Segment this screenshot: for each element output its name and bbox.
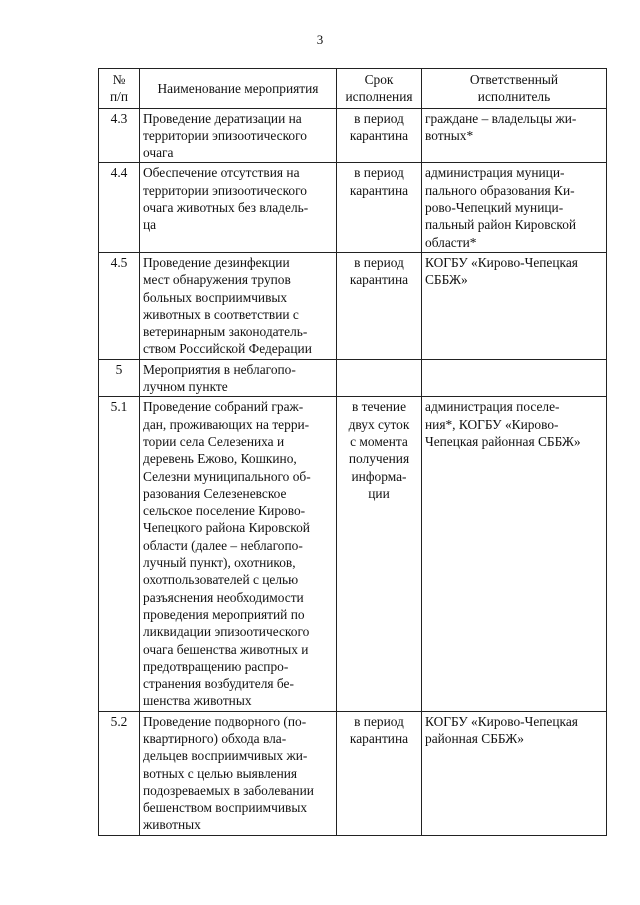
row-number: 4.3 <box>99 108 140 163</box>
row-activity-name: Проведение собраний граж- дан, проживающих на терри- тории села Селезениха и деревень Ежово, Кошкино, Селезни муниципального об- разования Селезеневское сельское поселение Кирово- Чепецкого района Кировской области (далее – неблагопо- лучный пункт), охотников, охотпользователей с целью разъяснения необходимости проведения мероприятий по ликвидации эпизоотического очага бешенства животных и предотвращению распро- странения возбудителя бе- шенства животных <box>140 397 337 711</box>
row-deadline: в период карантина <box>337 108 422 163</box>
header-number: № п/п <box>99 69 140 109</box>
row-number: 5.2 <box>99 711 140 835</box>
activities-table <box>98 68 607 836</box>
row-responsible: администрация муници- пального образования Ки- рово-Чепецкий муници- пальный район Кировской области* <box>422 163 607 252</box>
row-responsible: КОГБУ «Кирово-Чепецкая СББЖ» <box>422 252 607 359</box>
row-activity-name: Проведение дератизации на территории эпизоотического очага <box>140 108 337 163</box>
row-number: 4.5 <box>99 252 140 359</box>
row-activity-name: Мероприятия в неблагопо- лучном пункте <box>140 359 337 397</box>
table-row <box>99 397 607 711</box>
header-responsible: Ответственный исполнитель <box>422 69 607 109</box>
table-row <box>99 108 607 163</box>
table-row <box>99 711 607 835</box>
row-activity-name: Проведение дезинфекции мест обнаружения трупов больных восприимчивых животных в соответствии с ветеринарным законодатель- ством Российской Федерации <box>140 252 337 359</box>
row-number: 4.4 <box>99 163 140 252</box>
row-responsible <box>422 359 607 397</box>
table-row <box>99 163 607 252</box>
row-deadline: в период карантина <box>337 163 422 252</box>
table-header-row <box>99 69 607 109</box>
row-responsible: граждане – владельцы жи- вотных* <box>422 108 607 163</box>
row-number: 5 <box>99 359 140 397</box>
header-activity-name: Наименование мероприятия <box>140 69 337 109</box>
header-deadline: Срок исполнения <box>337 69 422 109</box>
row-number: 5.1 <box>99 397 140 711</box>
row-activity-name: Проведение подворного (по- квартирного) обхода вла- дельцев восприимчивых жи- вотных с целью выявления подозреваемых в заболевании бешенством восприимчивых животных <box>140 711 337 835</box>
row-activity-name: Обеспечение отсутствия на территории эпизоотического очага животных без владель- ца <box>140 163 337 252</box>
row-deadline: в период карантина <box>337 252 422 359</box>
table-row <box>99 252 607 359</box>
row-deadline <box>337 359 422 397</box>
row-deadline: в течение двух суток с момента получения информа- ции <box>337 397 422 711</box>
row-deadline: в период карантина <box>337 711 422 835</box>
row-responsible: КОГБУ «Кирово-Чепецкая районная СББЖ» <box>422 711 607 835</box>
table-row <box>99 359 607 397</box>
row-responsible: администрация поселе- ния*, КОГБУ «Кирово- Чепецкая районная СББЖ» <box>422 397 607 711</box>
page-number: 3 <box>316 32 324 47</box>
